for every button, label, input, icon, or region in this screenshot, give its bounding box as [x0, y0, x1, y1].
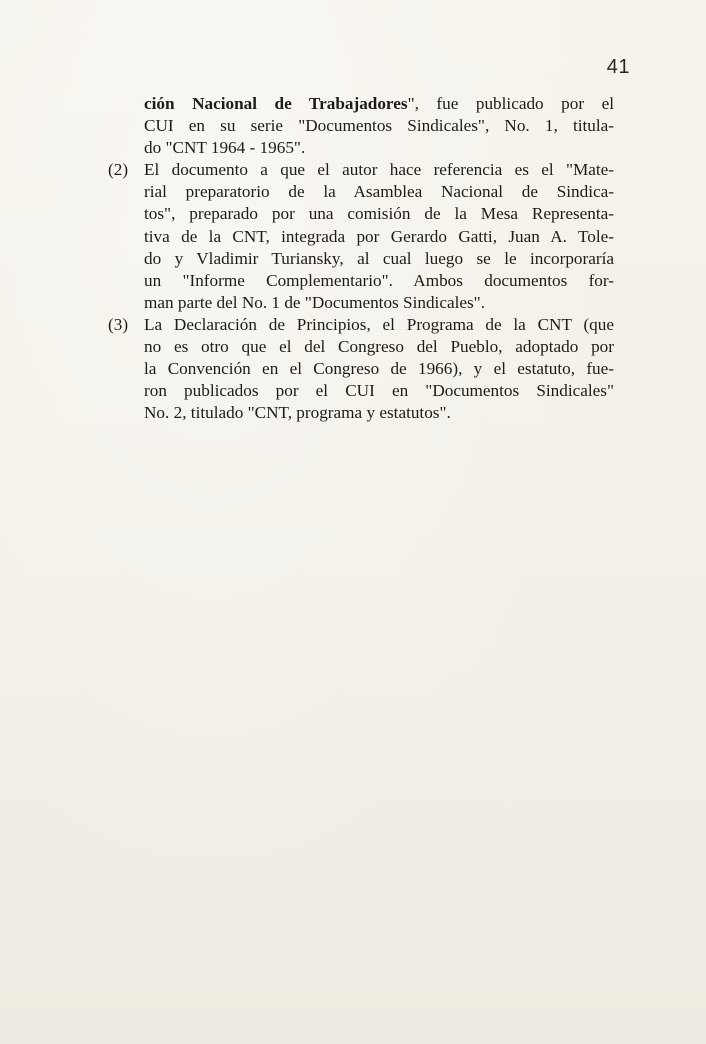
footnote-line: tos", preparado por una comisión de la Mesa Representa- — [144, 204, 614, 224]
footnote-line: La Declaración de Principios, el Programa de la CNT (que — [144, 314, 614, 334]
bold-phrase: ción Nacional de Trabajadores — [144, 94, 408, 113]
footnote-line: un "Informe Complementario". Ambos documentos for- — [144, 270, 614, 290]
footnote-line: El documento a que el autor hace referencia es el "Mate- — [144, 160, 614, 180]
footnote-line: la Convención en el Congreso de 1966), y el estatuto, fue- — [144, 359, 614, 379]
page-number: 41 — [606, 56, 630, 78]
continued-note — [108, 93, 614, 159]
footnote-line: do y Vladimir Turiansky, al cual luego se le incorporaría — [144, 248, 614, 268]
footnote-line: ron publicados por el CUI en "Documentos Sindicales" — [144, 381, 614, 401]
footnote-2 — [108, 159, 614, 314]
footnote-line: No. 2, titulado "CNT, programa y estatutos". — [144, 403, 451, 423]
footnote-line: man parte del No. 1 de "Documentos Sindicales". — [144, 292, 485, 312]
continued-note-line: ción Nacional de Trabajadores", fue publicado por el — [144, 94, 614, 113]
footnote-3 — [108, 314, 614, 424]
footnote-line: tiva de la CNT, integrada por Gerardo Gatti, Juan A. Tole- — [144, 226, 614, 246]
footnote-marker: (3) — [108, 314, 129, 334]
footnote-marker: (2) — [108, 160, 129, 180]
continued-note-line: CUI en su serie "Documentos Sindicales", No. 1, titula- — [144, 116, 614, 136]
footnotes-text — [108, 93, 614, 424]
continued-note-line: do "CNT 1964 - 1965". — [144, 138, 306, 158]
footnote-line: no es otro que el del Congreso del Pueblo, adoptado por — [144, 337, 614, 357]
footnote-line: rial preparatorio de la Asamblea Nacional de Sindica- — [144, 182, 614, 202]
